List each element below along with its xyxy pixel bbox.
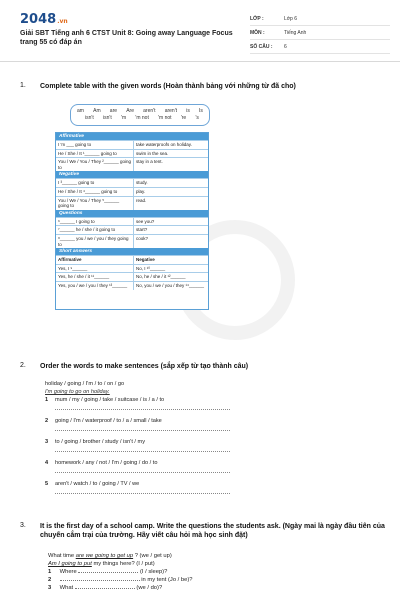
table-cell: stay in a tent. bbox=[136, 159, 163, 165]
example-answer: I'm going to go on holiday. bbox=[45, 389, 110, 395]
example-line bbox=[48, 560, 308, 568]
document-title: Giải SBT Tiếng anh 6 CTST Unit 8: Going away Language Focus trang 55 có đáp án bbox=[20, 30, 233, 46]
table-section-heading: Negative bbox=[56, 171, 208, 178]
meta-key: MÔN : bbox=[250, 29, 265, 36]
table-cell: Yes, I ⁹______ bbox=[56, 265, 134, 273]
table-cell: He / She / It ¹______ going to bbox=[56, 150, 134, 158]
question-text: Complete table with the given words (Hoàn thành bảng với những từ đã cho) bbox=[40, 83, 296, 90]
list-item bbox=[45, 417, 230, 425]
question-number: 3. bbox=[20, 522, 26, 529]
site-logo[interactable] bbox=[20, 12, 68, 27]
item-text: aren't / watch / to / going / TV / we bbox=[55, 481, 140, 487]
table-row bbox=[56, 196, 208, 210]
answer-line[interactable] bbox=[55, 488, 230, 494]
table-cell: read. bbox=[136, 197, 147, 203]
item-text: (we / do)? bbox=[136, 585, 163, 591]
list-item bbox=[48, 584, 308, 592]
word-bank-word: aren't bbox=[164, 108, 178, 114]
table-cell: You / We / You / They ²______ going to bbox=[56, 158, 134, 171]
table-row bbox=[56, 234, 208, 248]
list-item bbox=[45, 438, 230, 446]
word-bank-word: 'm bbox=[121, 115, 127, 121]
table-cell: take waterproofs on holiday. bbox=[136, 142, 192, 147]
word-bank bbox=[70, 104, 210, 126]
table-row bbox=[56, 255, 208, 264]
answer-blank[interactable] bbox=[78, 568, 138, 573]
table-cell-title: Negative bbox=[136, 257, 155, 263]
list-item bbox=[45, 459, 230, 467]
word-bank-word: isn't bbox=[85, 115, 94, 121]
table-section-heading: Short answers bbox=[56, 248, 208, 255]
example-prompt: holiday / going / I'm / to / on / go bbox=[45, 381, 125, 387]
table-cell: I 'm ___ going to bbox=[56, 141, 134, 149]
word-bank-word: 're bbox=[180, 115, 187, 121]
answer-line[interactable] bbox=[55, 404, 230, 410]
word-bank-word: 'm not bbox=[158, 115, 172, 121]
question-2 bbox=[20, 362, 390, 371]
word-bank-word: are bbox=[109, 108, 118, 114]
meta-row-subject bbox=[250, 26, 390, 40]
meta-row-count bbox=[250, 40, 390, 54]
word-bank-row-2 bbox=[77, 115, 203, 122]
table-cell: Yes, you / we / you / they ¹³______ bbox=[56, 282, 134, 290]
table-cell: You / We / You / They ⁵______ going to bbox=[56, 197, 134, 210]
item-number: 4 bbox=[45, 460, 49, 466]
table-row bbox=[56, 225, 208, 234]
grammar-table bbox=[55, 132, 209, 310]
answer-blank[interactable] bbox=[75, 584, 135, 589]
meta-panel bbox=[250, 12, 390, 54]
meta-key: LỚP : bbox=[250, 15, 264, 22]
word-bank-word: is bbox=[186, 108, 190, 114]
item-text: to / going / brother / study / isn't / my bbox=[55, 439, 145, 445]
meta-row-class bbox=[250, 12, 390, 26]
example-text: ? (we / get up) bbox=[134, 553, 172, 559]
question-3 bbox=[20, 522, 390, 540]
list-item bbox=[48, 576, 308, 584]
item-number: 5 bbox=[45, 481, 49, 487]
item-text: Where bbox=[59, 569, 77, 575]
word-bank-row-1 bbox=[77, 108, 203, 115]
word-bank-word: 's bbox=[195, 115, 199, 121]
item-number: 1 bbox=[45, 397, 49, 403]
list-item bbox=[45, 396, 230, 404]
word-bank-word: 'm not bbox=[135, 115, 149, 121]
question-3-items bbox=[48, 552, 308, 592]
question-text: Order the words to make sentences (sắp xếp từ tạo thành câu) bbox=[40, 363, 249, 370]
answer-blank[interactable] bbox=[60, 576, 140, 581]
table-section-heading: Affirmative bbox=[56, 133, 208, 140]
word-bank-word: Am bbox=[93, 108, 101, 114]
table-cell: ⁷______ he / she / it going to bbox=[56, 226, 134, 234]
table-cell-title: Affirmative bbox=[56, 256, 134, 264]
item-text: going / I'm / waterproof / to / a / small / take bbox=[55, 418, 162, 424]
table-row bbox=[56, 149, 208, 158]
logo-sub-text: .vn bbox=[57, 18, 68, 25]
meta-value: Lớp 6 bbox=[284, 15, 298, 22]
word-bank-word: Are bbox=[126, 108, 134, 114]
example-line bbox=[48, 552, 308, 560]
item-text: What bbox=[59, 585, 74, 591]
table-cell: study. bbox=[136, 180, 148, 186]
item-text: mum / my / going / take / suitcase / is / a / to bbox=[55, 397, 165, 403]
sentence-list bbox=[45, 380, 230, 501]
logo-main-text: 2048 bbox=[20, 12, 57, 27]
table-cell: No, I ¹⁰______ bbox=[136, 265, 166, 271]
answer-line[interactable] bbox=[55, 425, 230, 431]
table-row bbox=[56, 264, 208, 273]
item-text: in my tent (Jo / be)? bbox=[141, 577, 193, 583]
word-bank-word: am bbox=[77, 108, 84, 114]
item-text: homework / any / not / I'm / going / do / to bbox=[55, 460, 158, 466]
example-answer: Am I going to put bbox=[48, 561, 92, 567]
table-row bbox=[56, 272, 208, 281]
table-row bbox=[56, 157, 208, 171]
list-item bbox=[48, 568, 308, 576]
example-text: my things here? (I / put) bbox=[93, 561, 155, 567]
table-cell: start? bbox=[136, 227, 148, 233]
meta-value: Tiếng Anh bbox=[284, 29, 307, 36]
table-row bbox=[56, 217, 208, 226]
item-number: 3 bbox=[48, 585, 52, 591]
table-cell: No, you / we / you / they ¹⁴______ bbox=[136, 282, 204, 288]
question-1 bbox=[20, 82, 390, 91]
word-bank-word: isn't bbox=[103, 115, 112, 121]
question-text: It is the first day of a school camp. Write the questions the students ask. (Ngày mai là ngày đầu tiên của chuyến cắm trại của trường. Hãy viết câu hỏi mà học sinh đặt) bbox=[40, 523, 385, 539]
example-answer: are we going to get up bbox=[75, 553, 134, 559]
table-cell: I ³______ going to bbox=[56, 179, 134, 187]
item-text: (I / sleep)? bbox=[139, 569, 168, 575]
meta-key: SỐ CÂU : bbox=[250, 43, 273, 50]
question-number: 1. bbox=[20, 82, 26, 89]
question-number: 2. bbox=[20, 362, 26, 369]
table-cell: ⁸______ you / we / you / they going to bbox=[56, 235, 134, 248]
item-number: 2 bbox=[45, 418, 49, 424]
table-cell: cook? bbox=[136, 235, 149, 241]
table-cell: Yes, he / she / it ¹¹______ bbox=[56, 273, 134, 281]
word-bank-word: Is bbox=[199, 108, 203, 114]
answer-line[interactable] bbox=[55, 467, 230, 473]
meta-value: 6 bbox=[284, 43, 287, 50]
table-row bbox=[56, 187, 208, 196]
item-number: 1 bbox=[48, 569, 52, 575]
table-cell: ⁶______ I going to bbox=[56, 218, 134, 226]
page-header bbox=[0, 0, 400, 62]
answer-line[interactable] bbox=[55, 446, 230, 452]
item-number: 2 bbox=[48, 577, 52, 583]
example-text: What time bbox=[48, 553, 75, 559]
table-cell: swim in the sea. bbox=[136, 150, 169, 156]
table-cell: see you? bbox=[136, 218, 155, 224]
table-cell: No, he / she / it ¹²______ bbox=[136, 274, 186, 280]
table-row bbox=[56, 178, 208, 187]
table-section-heading: Questions bbox=[56, 210, 208, 217]
table-cell: He / She / It ⁴______ going to bbox=[56, 188, 134, 196]
table-row bbox=[56, 140, 208, 149]
word-bank-word: aren't bbox=[143, 108, 156, 114]
table-cell: play. bbox=[136, 188, 146, 194]
item-number: 3 bbox=[45, 439, 49, 445]
table-row bbox=[56, 281, 208, 290]
list-item bbox=[45, 480, 230, 488]
